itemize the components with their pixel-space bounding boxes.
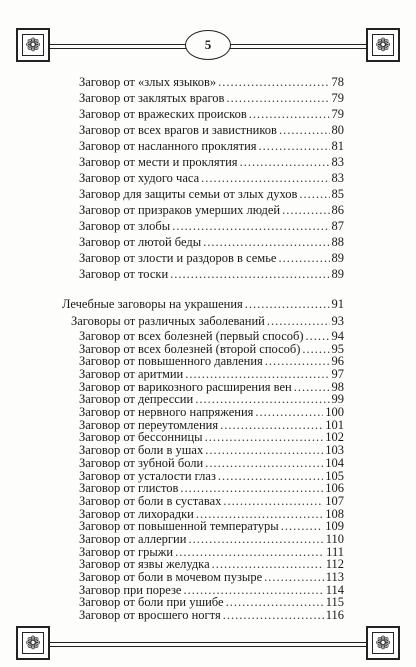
toc-entry-title: Заговор от нервного напряжения [79, 405, 254, 419]
toc-entry [79, 392, 344, 406]
toc-entry [79, 218, 344, 234]
toc-entry [79, 557, 344, 571]
toc-entry-page: 89 [331, 267, 344, 281]
toc-entry [79, 250, 344, 266]
toc-entry-title: Заговор от аллергии [79, 532, 187, 546]
toc-entry-title: Заговор от усталости глаз [79, 469, 216, 483]
leader-dots [259, 138, 330, 154]
toc-section-title: Лечебные заговоры на украшения [62, 297, 243, 311]
toc-entry-page: 86 [331, 203, 344, 217]
corner-ornament-icon [16, 626, 50, 660]
toc-entry [79, 90, 344, 106]
toc-entry [79, 595, 344, 609]
leader-dots [205, 456, 323, 470]
toc-entry [79, 154, 344, 170]
toc-entry-page: 99 [331, 392, 344, 406]
toc-entry-page: 109 [325, 519, 344, 533]
toc-entry-page: 97 [331, 367, 344, 381]
toc-entry-title: Заговор от всех врагов и завистников [79, 123, 277, 137]
leader-dots [278, 250, 329, 266]
toc-entry-page: 102 [325, 430, 344, 444]
toc-entry-title: Заговор от аритмии [79, 367, 184, 381]
toc-entry-title: Заговор от боли в мочевом пузыре [79, 570, 263, 584]
toc-entry-title: Заговор от тоски [79, 267, 169, 281]
toc-entry-title: Заговор от повышенной температуры [79, 519, 279, 533]
toc-subsection-title: Заговоры от различных заболеваний [71, 314, 265, 328]
toc-entry [79, 456, 344, 470]
leader-dots [212, 557, 324, 571]
toc-entry-title: Заговор от вросшего ногтя [79, 608, 221, 622]
footer-ornament [0, 626, 416, 666]
leader-dots [172, 218, 329, 234]
toc-entry-title: Заговор от зубной боли [79, 456, 204, 470]
toc-entry-page: 112 [325, 557, 344, 571]
leader-dots [218, 74, 329, 90]
toc-entry [79, 234, 344, 250]
toc-entry-title: Заговор от боли в суставах [79, 494, 222, 508]
leader-dots [264, 570, 324, 584]
toc-entry-page: 87 [331, 219, 344, 233]
leader-dots [281, 519, 324, 533]
toc-entry-title: Заговор от «злых языков» [79, 75, 217, 89]
toc-entry-title: Заговор от заклятых врагов [79, 91, 225, 105]
toc-entry-page: 107 [325, 494, 344, 508]
toc-entry [79, 405, 344, 419]
leader-dots [205, 443, 323, 457]
toc-entry-title: Заговор от глистов [79, 481, 179, 495]
toc-entry-title: Заговор от варикозного расширения вен [79, 380, 292, 394]
toc-entry-title: Заговор от грыжи [79, 545, 174, 559]
leader-dots [226, 595, 324, 609]
corner-ornament-icon [16, 28, 50, 62]
leader-dots [203, 234, 329, 250]
leader-dots [188, 532, 323, 546]
toc-entry-page: 113 [325, 570, 344, 584]
toc-entry-title: Заговор от худого часа [79, 171, 200, 185]
toc-entry-page: 83 [331, 171, 344, 185]
toc-entry-page: 106 [325, 481, 344, 495]
toc-entry [79, 266, 344, 282]
leader-dots [223, 608, 324, 622]
toc-entry-title: Заговор от злости и раздоров в семье [79, 251, 277, 265]
toc-entry-title: Заговор от всех болезней (первый способ) [79, 329, 304, 343]
toc-entry-title: Заговор от вражеских происков [79, 107, 247, 121]
toc-entry [79, 367, 344, 381]
footer-rule [48, 642, 368, 647]
toc-entry-page: 101 [325, 418, 344, 432]
toc-entry [79, 494, 344, 508]
toc-entry [79, 329, 344, 343]
toc-entry-title: Заговор при порезе [79, 583, 182, 597]
toc-entry [79, 74, 344, 90]
leader-dots [201, 170, 329, 186]
toc-entry-page: 110 [325, 532, 344, 546]
toc-entry [79, 519, 344, 533]
toc-entry [79, 570, 344, 584]
leader-dots [223, 494, 323, 508]
toc-entry-page: 89 [331, 251, 344, 265]
toc-entry-title: Заговор от лихорадки [79, 507, 194, 521]
toc-entry-page: 115 [325, 595, 344, 609]
toc-entry-title: Заговор от насланного проклятия [79, 139, 257, 153]
toc-entry-page: 79 [331, 107, 344, 121]
toc-entry-page: 80 [331, 123, 344, 137]
toc-entry-page: 81 [331, 139, 344, 153]
toc-entry-page: 104 [325, 456, 344, 470]
toc-entry-page: 96 [331, 354, 344, 368]
leader-dots [279, 122, 330, 138]
toc-entry [79, 608, 344, 622]
page-number-badge [183, 28, 233, 62]
toc-entry-page: 108 [325, 507, 344, 521]
toc-subsection [71, 313, 344, 329]
leader-dots [205, 430, 324, 444]
toc-subsection-page: 93 [331, 314, 344, 328]
leader-dots [170, 266, 329, 282]
toc-entry [79, 443, 344, 457]
leader-dots [255, 405, 323, 419]
leader-dots [195, 392, 329, 406]
toc-entry-page: 116 [325, 608, 344, 622]
toc-entry [79, 532, 344, 546]
toc-entry-title: Заговор от призраков умерших людей [79, 203, 281, 217]
toc-section-page: 91 [331, 297, 344, 311]
toc-entry-page: 88 [331, 235, 344, 249]
toc-entry-title: Заговор от мести и проклятия [79, 155, 238, 169]
toc-entry-page: 111 [326, 545, 344, 559]
leader-dots [265, 354, 330, 368]
toc-entry [79, 202, 344, 218]
toc-entry-page: 98 [331, 380, 344, 394]
toc-entry-page: 95 [331, 342, 344, 356]
toc-entry-page: 100 [325, 405, 344, 419]
leader-dots [245, 296, 330, 312]
corner-ornament-icon [366, 626, 400, 660]
toc-entry-title: Заговор от повышенного давления [79, 354, 263, 368]
corner-ornament-icon [366, 28, 400, 62]
toc-entry-page: 105 [325, 469, 344, 483]
toc-entry-title: Заговор от язвы желудка [79, 557, 210, 571]
leader-dots [299, 186, 329, 202]
toc-entry-page: 103 [325, 443, 344, 457]
leader-dots [185, 367, 329, 381]
toc-entry-title: Заговор от злобы [79, 219, 171, 233]
toc-entry-title: Заговор от боли в ушах [79, 443, 204, 457]
leader-dots [267, 313, 330, 329]
leader-dots [282, 202, 329, 218]
toc-entry [79, 430, 344, 444]
toc-entry [79, 106, 344, 122]
toc-entry-title: Заговор от лютой беды [79, 235, 202, 249]
leader-dots [249, 106, 330, 122]
toc-entry-title: Заговор от боли при ушибе [79, 595, 224, 609]
toc-entry-title: Заговор от бессонницы [79, 430, 203, 444]
toc-entry-page: 78 [331, 75, 344, 89]
leader-dots [240, 154, 330, 170]
toc-entry-page: 85 [331, 187, 344, 201]
toc-entry-page: 79 [331, 91, 344, 105]
toc-entry-page: 94 [331, 329, 344, 343]
toc-entry [79, 354, 344, 368]
toc-entry-title: Заговор от депрессии [79, 392, 194, 406]
toc-entry-page: 83 [331, 155, 344, 169]
toc-entry [79, 122, 344, 138]
toc-entry-page: 114 [325, 583, 344, 597]
toc-entry-title: Заговор от всех болезней (второй способ) [79, 342, 301, 356]
toc-entry [79, 170, 344, 186]
page-number: 5 [185, 30, 231, 60]
toc-entry-title: Заговор для защиты семьи от злых духов [79, 187, 298, 201]
toc-section [62, 296, 344, 312]
toc-entry [79, 481, 344, 495]
leader-dots [180, 481, 323, 495]
toc-entry [79, 138, 344, 154]
toc-entry-title: Заговор от переутомления [79, 418, 219, 432]
leader-dots [306, 329, 330, 343]
leader-dots [226, 90, 329, 106]
toc-entry [79, 186, 344, 202]
